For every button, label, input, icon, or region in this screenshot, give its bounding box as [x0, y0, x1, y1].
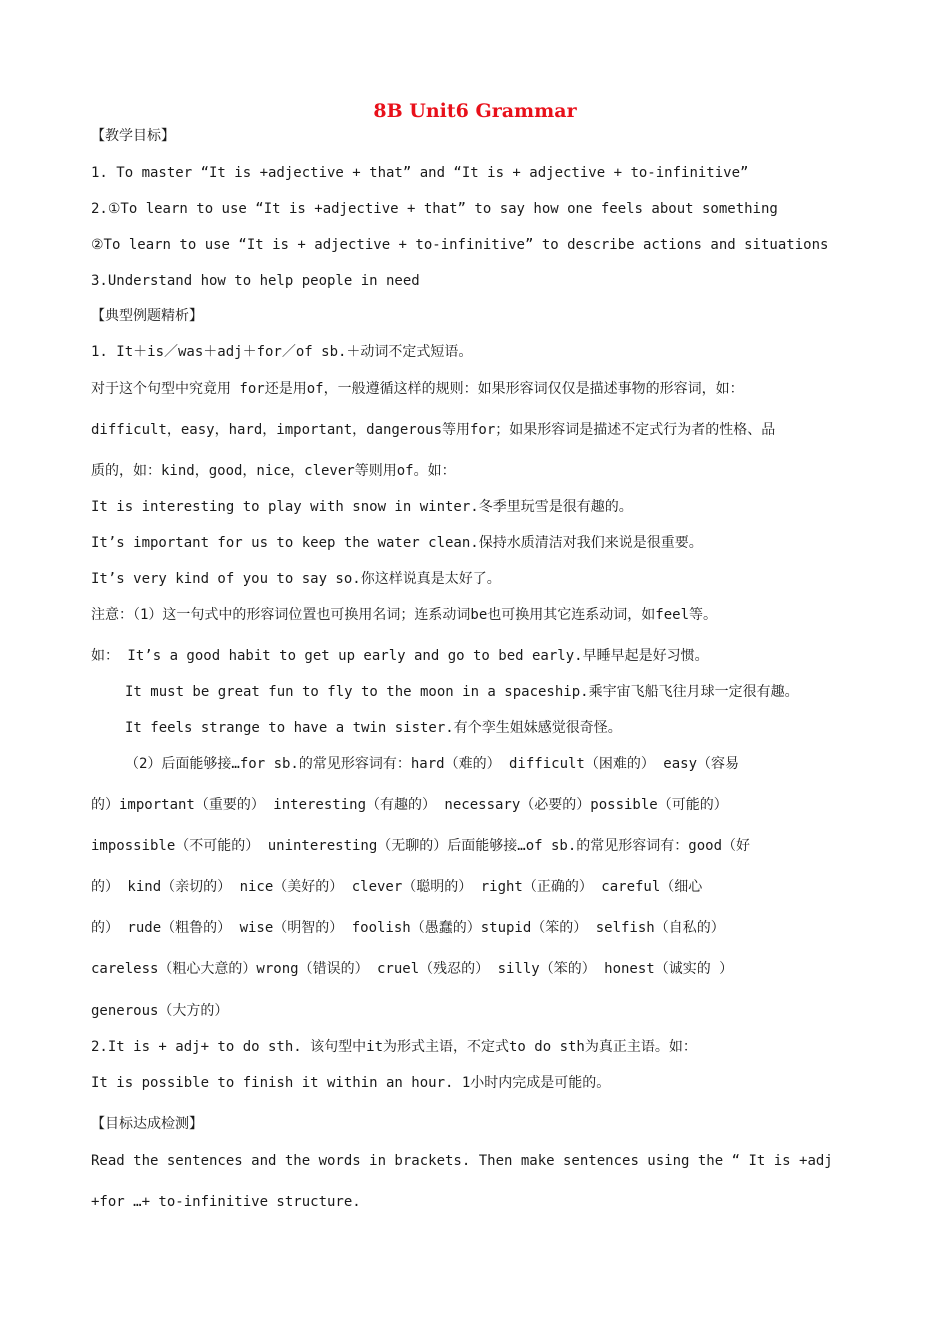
example-sentence: It is possible to finish it within an hour. 1小时内完成是可能的。	[91, 1075, 611, 1091]
example-text: difficult，easy，hard，important，dangerous等用for；如果形容词是描述不定式行为者的性格、品	[91, 422, 776, 438]
note-text: 注意：（1）这一句式中的形容词位置也可换用名词；连系动词be也可换用其它连系动词，如feel等。	[91, 607, 717, 623]
section-heading-objectives: 【教学目标】	[91, 128, 175, 144]
example-text: 质的，如：kind，good，nice，clever等则用of。如：	[91, 463, 456, 479]
section-heading-examples: 【典型例题精析】	[91, 308, 203, 324]
example-sentence: It’s very kind of you to say so.你这样说真是太好了。	[91, 571, 501, 587]
note-adjectives: （2）后面能够接…for sb.的常见形容词有：hard（难的） difficult（困难的） easy（容易	[125, 756, 740, 772]
exercise-instruction: +for …+ to-infinitive structure.	[91, 1194, 361, 1210]
note-example: It feels strange to have a twin sister.有个孪生姐妹感觉很奇怪。	[125, 720, 622, 736]
objective-3: 3.Understand how to help people in need	[91, 273, 420, 289]
example-sentence: It’s important for us to keep the water clean.保持水质清洁对我们来说是很重要。	[91, 535, 703, 551]
section-heading-check: 【目标达成检测】	[91, 1116, 203, 1132]
note-adjectives: careless（粗心大意的）wrong（错误的） cruel（残忍的） silly（笨的） honest（诚实的 ）	[91, 961, 734, 977]
example-rule-2: 2.It is + adj+ to do sth. 该句型中it为形式主语，不定式to do sth为真正主语。如：	[91, 1039, 697, 1055]
note-adjectives: impossible（不可能的） uninteresting（无聊的）后面能够接…of sb.的常见形容词有：good（好	[91, 838, 751, 854]
note-adjectives: generous（大方的）	[91, 1003, 229, 1019]
objective-2a: 2.①To learn to use “It is +adjective + that” to say how one feels about something	[91, 201, 778, 217]
note-example: It must be great fun to fly to the moon in a spaceship.乘宇宙飞船飞往月球一定很有趣。	[125, 684, 799, 700]
note-adjectives: 的）important（重要的） interesting（有趣的） necessary（必要的）possible（可能的）	[91, 797, 728, 813]
note-example: 如： It’s a good habit to get up early and go to bed early.早睡早起是好习惯。	[91, 648, 709, 664]
note-adjectives: 的） rude（粗鲁的） wise（明智的） foolish（愚蠢的）stupid（笨的） selfish（自私的）	[91, 920, 725, 936]
objective-2b: ②To learn to use “It is + adjective + to-infinitive” to describe actions and situations	[91, 237, 829, 253]
document-title: 8B Unit6 Grammar	[373, 100, 577, 122]
note-adjectives: 的） kind（亲切的） nice（美好的） clever（聪明的） right（正确的） careful（细心	[91, 879, 703, 895]
example-rule-1: 1. It＋is／was＋adj＋for／of sb.＋动词不定式短语。	[91, 344, 473, 360]
example-text: 对于这个句型中究竟用 for还是用of，一般遵循这样的规则：如果形容词仅仅是描述事物的形容词，如：	[91, 381, 744, 397]
exercise-instruction: Read the sentences and the words in brackets. Then make sentences using the “ It is +adj	[91, 1153, 833, 1169]
objective-1: 1. To master “It is +adjective + that” and “It is + adjective + to-infinitive”	[91, 165, 749, 181]
example-sentence: It is interesting to play with snow in winter.冬季里玩雪是很有趣的。	[91, 499, 633, 515]
